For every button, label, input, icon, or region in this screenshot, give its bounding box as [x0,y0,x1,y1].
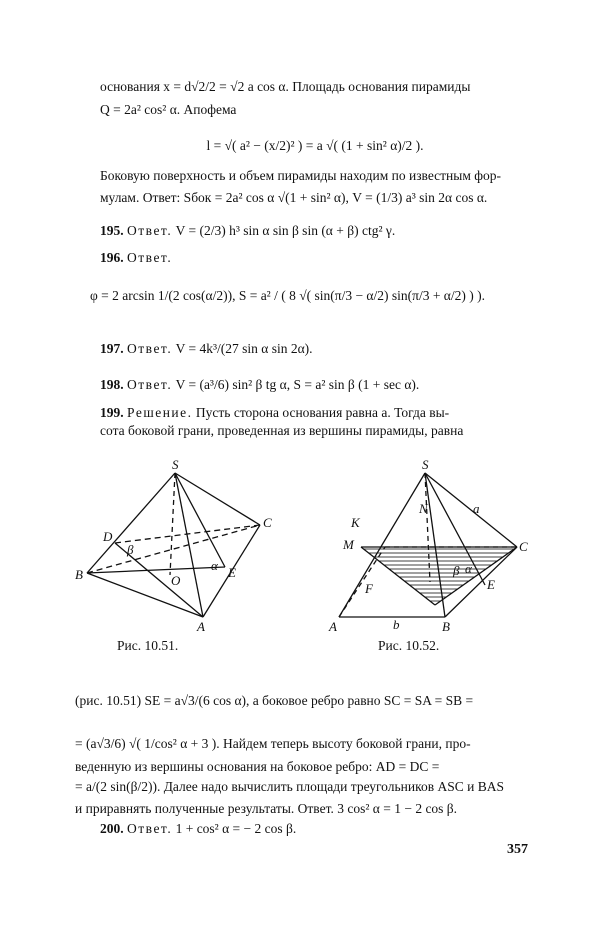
label-N: N [419,501,428,516]
solution-199 [100,404,530,422]
label-E: E [487,577,495,592]
answer-label: Ответ. [127,821,173,836]
label-A: A [197,619,205,634]
label-S: S [172,457,179,472]
answer-formula: V = 4k³/(27 sin α sin 2α). [175,341,313,356]
label-S: S [422,457,429,472]
text-line: основания x = d√2/2 = √2 a cos α. Площадь основания пирамиды [100,79,471,94]
text-line: (рис. 10.51) SE = a√3/(6 cos α), а боковое ребро равно SC = SA = SB = [75,693,474,708]
label-O: O [171,573,181,588]
label-E: E [228,565,236,580]
solution-label: Решение. [127,405,193,420]
formula: φ = 2 arcsin 1/(2 cos(α/2)), S = a² / ( 8 √( sin(π/3 − α/2) sin(π/3 + α/2) ) ). [90,288,485,303]
answer-label: Ответ. [127,341,173,356]
label-b: b [393,617,400,632]
figure-caption: Рис. 10.51. [117,638,179,653]
label-beta: β [453,563,460,578]
problem-number: 200. [100,821,124,836]
answer-200 [100,820,530,838]
problem-number: 197. [100,341,124,356]
page-number: 357 [507,842,528,857]
label-alpha: α [465,561,472,576]
answer-197 [100,340,530,358]
label-B: B [442,619,450,634]
label-A: A [329,619,337,634]
text: Пусть сторона основания равна a. Тогда вы- [195,405,450,420]
answer-198 [100,376,530,394]
label-B: B [75,567,83,582]
problem-number: 198. [100,377,124,392]
formula: l = √( a² − (x/2)² ) = a √( (1 + sin² α)/2 ). [206,138,424,153]
pyramid-figure-10-51 [75,455,290,635]
answer-196 [100,249,530,267]
figure-caption: Рис. 10.52. [378,638,440,653]
text-line: = a/(2 sin(β/2)). Далее надо вычислить площади треугольников ASC и BAS [75,779,504,794]
label-C: C [519,539,528,554]
label-a: a [473,501,480,516]
label-K: K [351,515,360,530]
pyramid-figure-10-52 [325,455,535,635]
text-line: сота боковой грани, проведенная из вершины пирамиды, равна [100,423,464,438]
text-line: Q = 2a² cos² α. Апофема [100,102,237,117]
label-M: M [343,537,354,552]
label-alpha: α [211,558,218,573]
problem-number: 195. [100,223,124,238]
label-F: F [365,581,373,596]
answer-formula: V = (2/3) h³ sin α sin β sin (α + β) ctg² γ. [175,223,396,238]
answer-label: Ответ. [127,223,173,238]
label-C: C [263,515,272,530]
label-D: D [103,529,113,544]
answer-label: Ответ. [127,250,173,265]
answer-label: Ответ. [127,377,173,392]
text-line: и приравнять полученные результаты. Ответ. 3 cos² α = 1 − 2 cos β. [75,801,458,816]
label-beta: β [127,542,134,557]
text-line: = (a√3/6) √( 1/cos² α + 3 ). Найдем теперь высоту боковой грани, про- [75,736,471,751]
answer-195 [100,222,530,240]
text-line: мулам. Ответ: Sбок = 2a² cos α √(1 + sin² α), V = (1/3) a³ sin 2α cos α. [100,190,488,205]
text-line: Боковую поверхность и объем пирамиды находим по известным фор- [100,168,501,183]
text-line: веденную из вершины основания на боковое ребро: AD = DC = [75,759,440,774]
answer-formula: 1 + cos² α = − 2 cos β. [175,821,297,836]
problem-number: 196. [100,250,124,265]
answer-formula: V = (a³/6) sin² β tg α, S = a² sin β (1 + sec α). [175,377,420,392]
problem-number: 199. [100,405,124,420]
